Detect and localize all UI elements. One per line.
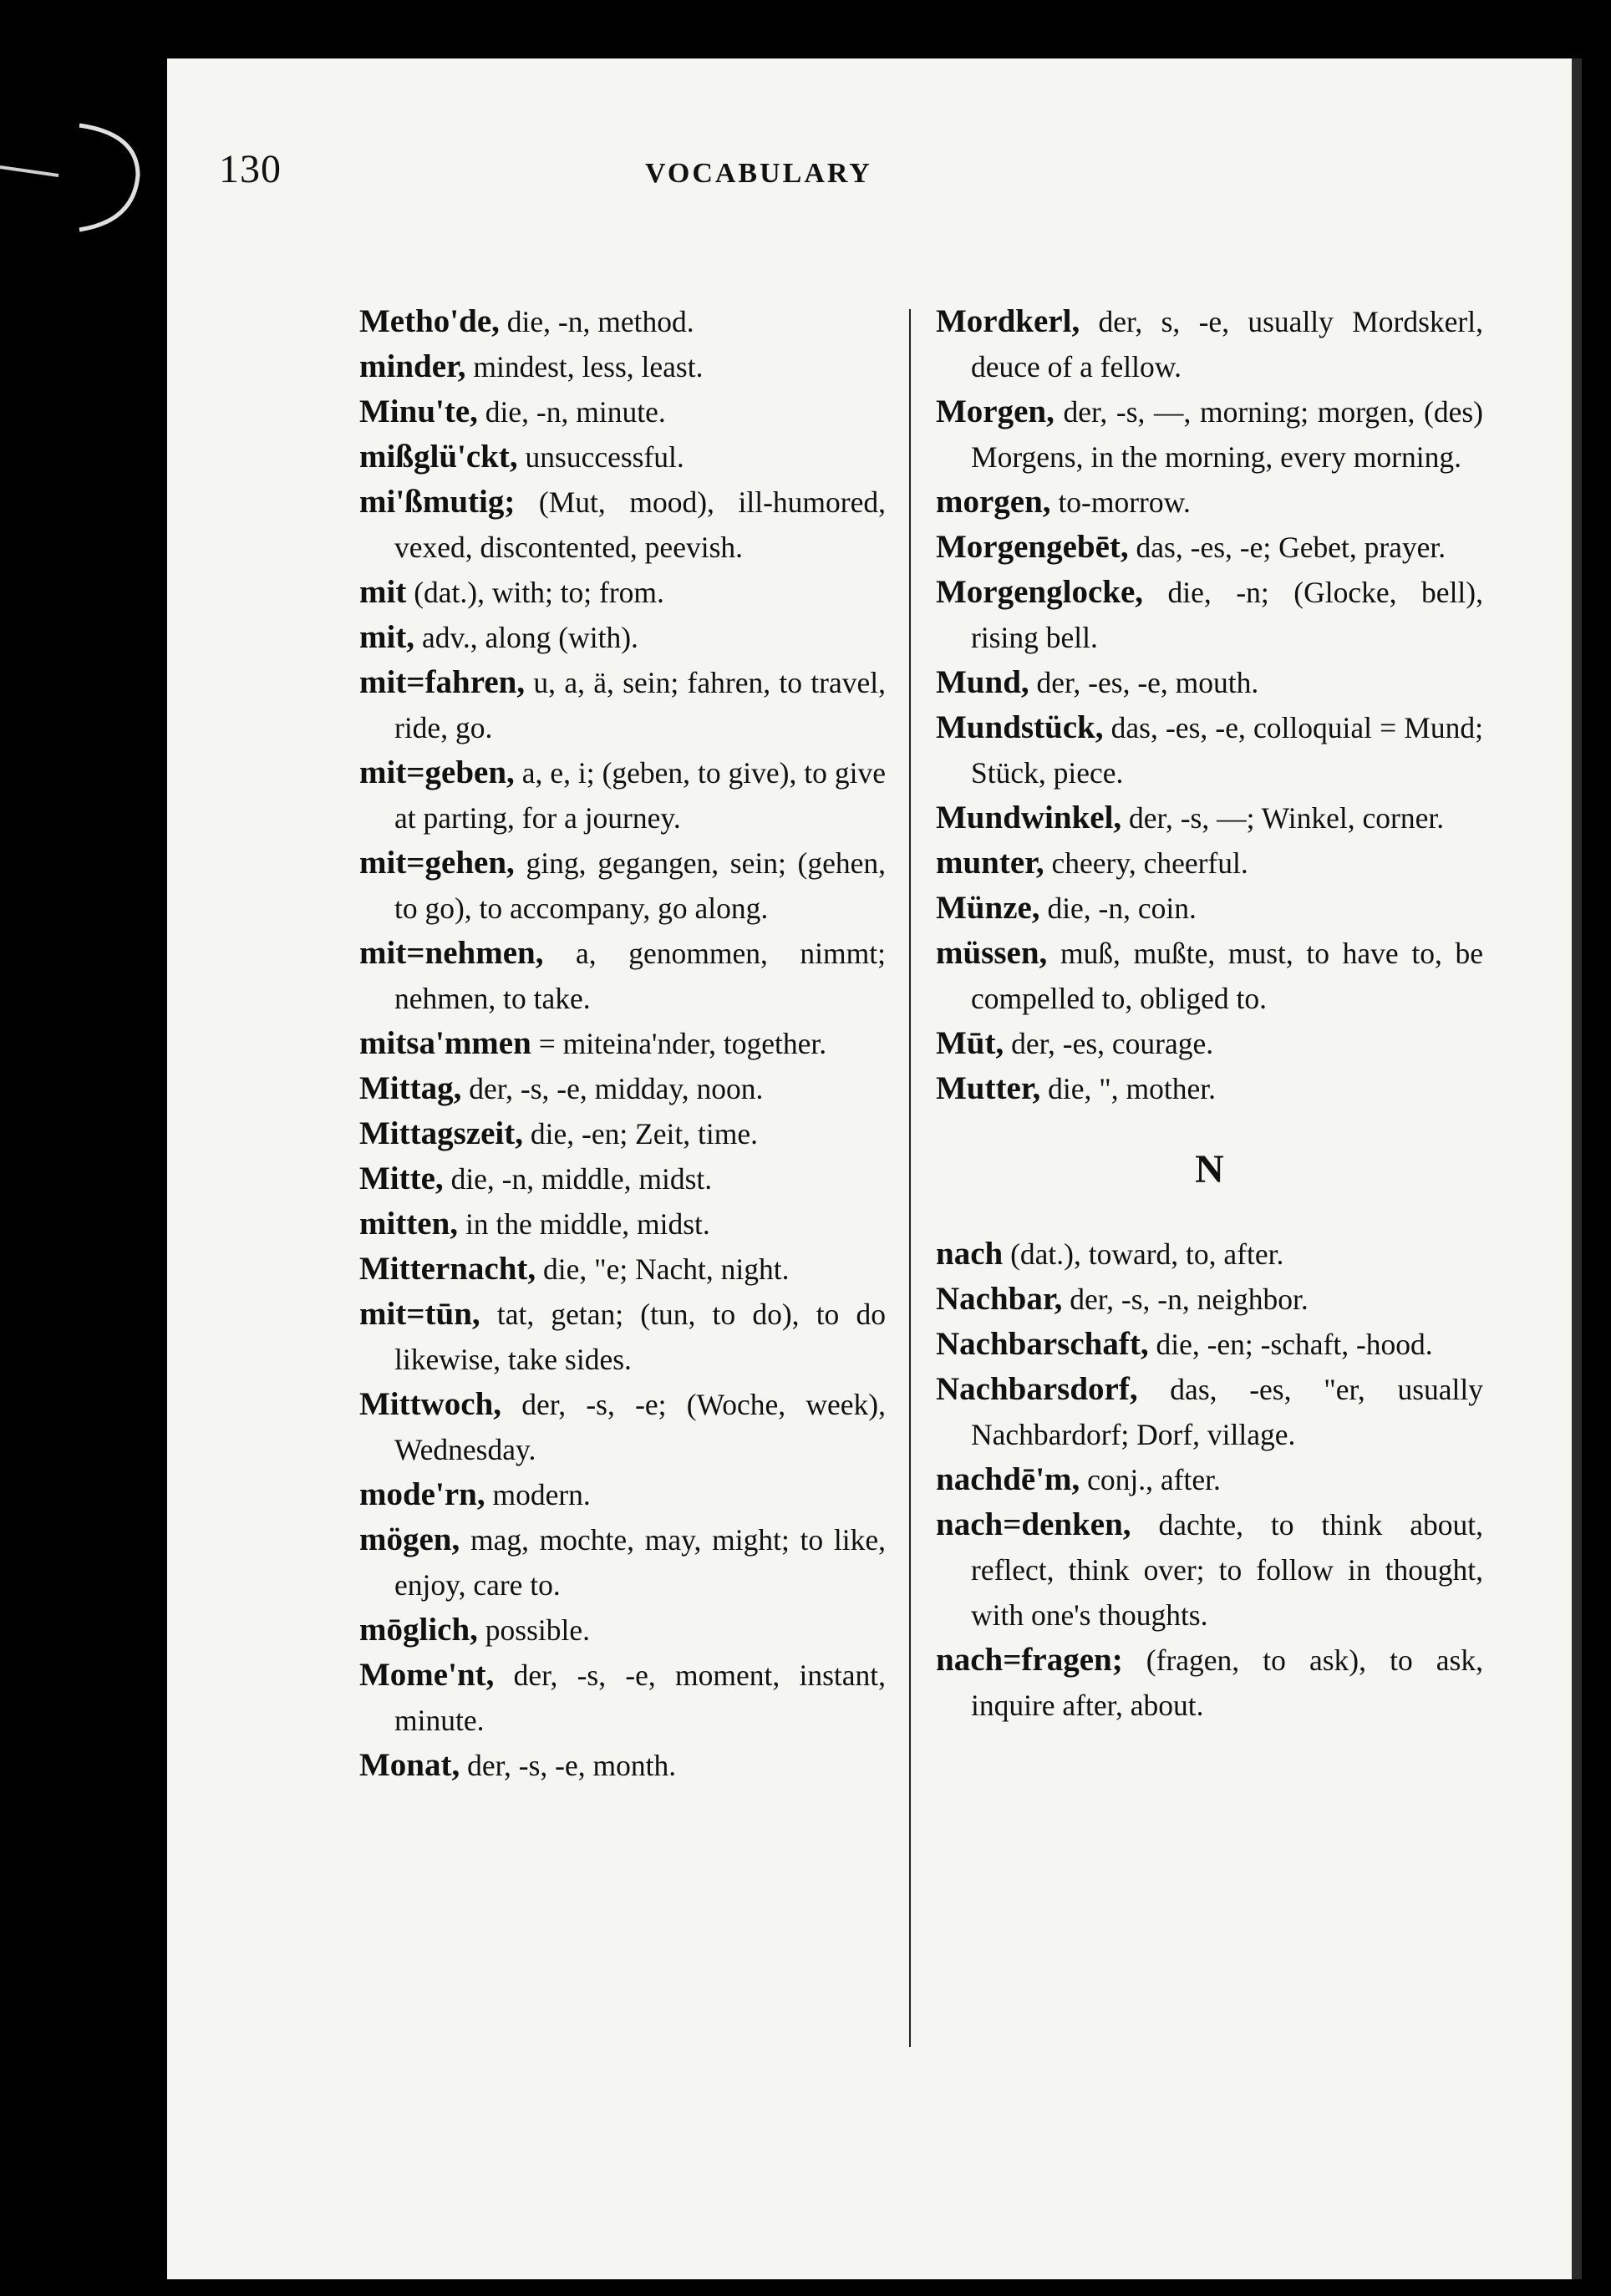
entry-definition: unsuccessful. xyxy=(517,440,684,474)
entry-headword: mit=geben, xyxy=(359,754,515,790)
entry-definition: u, a, ä, sein; fahren, to travel, ride, go. xyxy=(394,666,886,744)
vocabulary-entry xyxy=(936,660,1483,705)
entry-definition: die, -n, minute. xyxy=(477,395,666,429)
vocabulary-entry xyxy=(936,886,1483,931)
entry-definition: die, -n, method. xyxy=(499,305,694,338)
right-column xyxy=(936,299,1483,1728)
right-column-n-entries xyxy=(936,1232,1483,1728)
vocabulary-entry xyxy=(359,344,886,389)
entry-definition: = miteina'nder, together. xyxy=(531,1027,827,1060)
vocabulary-entry xyxy=(936,1502,1483,1638)
vocabulary-entry xyxy=(359,1608,886,1653)
entry-headword: Nachbar, xyxy=(936,1281,1063,1317)
entry-definition: die, -en; Zeit, time. xyxy=(523,1117,758,1151)
vocabulary-entry xyxy=(936,299,1483,389)
left-column xyxy=(359,299,886,1788)
entry-headword: nach=fragen; xyxy=(936,1642,1123,1678)
entry-definition: der, -es, courage. xyxy=(1004,1027,1214,1060)
entry-definition: der, -s, —, morning; morgen, (des) Morgens, in the morning, every morning. xyxy=(971,395,1483,474)
vocabulary-entry xyxy=(359,1517,886,1608)
entry-definition: der, -s, -e, moment, instant, minute. xyxy=(394,1659,886,1737)
vocabulary-entry xyxy=(359,1382,886,1472)
entry-headword: mißglü'ckt, xyxy=(359,439,518,475)
vocabulary-entry xyxy=(359,570,886,615)
entry-definition: die, -n, coin. xyxy=(1039,891,1197,925)
entry-definition: to-morrow. xyxy=(1050,485,1191,519)
entry-headword: Mittwoch, xyxy=(359,1386,502,1422)
entry-definition: a, genommen, nimmt; nehmen, to take. xyxy=(394,937,886,1015)
entry-definition: die, -n; (Glocke, bell), rising bell. xyxy=(971,576,1483,654)
entry-headword: Nachbarsdorf, xyxy=(936,1371,1138,1407)
vocabulary-entry xyxy=(936,705,1483,795)
vocabulary-entry xyxy=(936,480,1483,525)
entry-headword: mode'rn, xyxy=(359,1476,485,1512)
entry-definition: der, -es, -e, mouth. xyxy=(1029,666,1259,699)
entry-headword: mit, xyxy=(359,619,415,655)
vocabulary-entry xyxy=(359,1472,886,1517)
entry-headword: mit xyxy=(359,574,407,610)
entry-definition: possible. xyxy=(477,1613,591,1647)
entry-headword: Münze, xyxy=(936,890,1040,926)
entry-headword: Metho'de, xyxy=(359,303,500,339)
entry-definition: der, -s, -e, month. xyxy=(460,1749,677,1782)
entry-headword: Mome'nt, xyxy=(359,1657,495,1693)
entry-headword: Mitternacht, xyxy=(359,1251,536,1287)
vocabulary-entry xyxy=(936,1021,1483,1066)
entry-definition: (Mut, mood), ill-humored, vexed, discontented, peevish. xyxy=(394,485,886,564)
entry-definition: modern. xyxy=(485,1478,591,1511)
vocabulary-entry xyxy=(936,570,1483,660)
vocabulary-entry xyxy=(359,480,886,570)
entry-headword: nach xyxy=(936,1236,1004,1272)
entry-headword: mitsa'mmen xyxy=(359,1025,531,1061)
vocabulary-entry xyxy=(936,389,1483,480)
entry-definition: mag, mochte, may, might; to like, enjoy, care to. xyxy=(394,1523,886,1602)
entry-headword: Mittag, xyxy=(359,1070,462,1106)
entry-headword: mi'ßmutig; xyxy=(359,484,516,520)
entry-definition: tat, getan; (tun, to do), to do likewise, take sides. xyxy=(394,1298,886,1376)
vocabulary-entry xyxy=(359,750,886,841)
entry-headword: Mittagszeit, xyxy=(359,1115,523,1151)
entry-headword: müssen, xyxy=(936,935,1048,971)
entry-definition: der, s, -e, usually Mordskerl, deuce of a fellow. xyxy=(971,305,1483,384)
entry-definition: das, -es, "er, usually Nachbardorf; Dorf, village. xyxy=(971,1373,1483,1451)
entry-definition: ging, gegangen, sein; (gehen, to go), to accompany, go along. xyxy=(394,846,886,925)
entry-headword: Morgengebēt, xyxy=(936,529,1129,565)
entry-definition: das, -es, -e, colloquial = Mund; Stück, piece. xyxy=(971,711,1483,790)
vocabulary-entry xyxy=(936,795,1483,841)
entry-headword: Mūt, xyxy=(936,1025,1004,1061)
vocabulary-entry xyxy=(359,1111,886,1156)
entry-headword: nachdē'm, xyxy=(936,1461,1080,1497)
entry-definition: cheery, cheerful. xyxy=(1044,846,1248,880)
vocabulary-entry xyxy=(936,525,1483,570)
entry-headword: Nachbarschaft, xyxy=(936,1326,1149,1362)
vocabulary-entry xyxy=(359,1156,886,1201)
vocabulary-entry xyxy=(359,931,886,1021)
vocabulary-entry xyxy=(936,1457,1483,1502)
entry-definition: (dat.), with; to; from. xyxy=(406,576,664,609)
running-head: VOCABULARY xyxy=(645,158,872,189)
entry-definition: der, -s, -n, neighbor. xyxy=(1062,1283,1309,1316)
entry-definition: in the middle, midst. xyxy=(458,1207,710,1241)
entry-definition: (fragen, to ask), to ask, inquire after, about. xyxy=(971,1643,1483,1722)
column-divider xyxy=(909,309,911,2047)
vocabulary-entry xyxy=(359,841,886,931)
vocabulary-entry xyxy=(359,1292,886,1382)
entry-headword: Mordkerl, xyxy=(936,303,1080,339)
entry-headword: munter, xyxy=(936,845,1044,881)
vocabulary-entry xyxy=(936,1277,1483,1322)
vocabulary-entry xyxy=(359,1201,886,1247)
vocabulary-entry xyxy=(359,660,886,750)
entry-definition: (dat.), toward, to, after. xyxy=(1003,1237,1284,1271)
vocabulary-entry xyxy=(936,1322,1483,1367)
entry-headword: mit=fahren, xyxy=(359,664,526,700)
entry-definition: a, e, i; (geben, to give), to give at parting, for a journey. xyxy=(394,756,886,835)
entry-headword: mit=nehmen, xyxy=(359,935,544,971)
entry-definition: das, -es, -e; Gebet, prayer. xyxy=(1128,531,1446,564)
vocabulary-entry xyxy=(359,1066,886,1111)
entry-definition: adv., along (with). xyxy=(414,621,638,654)
entry-headword: Mund, xyxy=(936,664,1029,700)
entry-definition: der, -s, -e, midday, noon. xyxy=(461,1072,764,1105)
entry-headword: mögen, xyxy=(359,1521,460,1557)
vocabulary-entry xyxy=(359,1743,886,1788)
vocabulary-entry xyxy=(936,1232,1483,1277)
entry-headword: Monat, xyxy=(359,1747,460,1783)
vocabulary-entry xyxy=(936,931,1483,1021)
entry-definition: mindest, less, least. xyxy=(465,350,704,384)
entry-headword: Mutter, xyxy=(936,1070,1041,1106)
entry-definition: die, "e; Nacht, night. xyxy=(536,1252,790,1286)
vocabulary-entry xyxy=(936,841,1483,886)
vocabulary-entry xyxy=(359,389,886,434)
vocabulary-entry xyxy=(936,1367,1483,1457)
entry-definition: die, ", mother. xyxy=(1040,1072,1216,1105)
right-column-m-entries xyxy=(936,299,1483,1111)
entry-definition: der, -s, —; Winkel, corner. xyxy=(1121,801,1445,835)
entry-definition: die, -n, middle, midst. xyxy=(443,1162,713,1196)
vocabulary-entry xyxy=(359,434,886,480)
entry-headword: Mundwinkel, xyxy=(936,800,1122,836)
entry-headword: Minu'te, xyxy=(359,394,478,429)
entry-definition: dachte, to think about, reflect, think over; to follow in thought, with one's thoughts. xyxy=(971,1508,1483,1632)
section-letter: N xyxy=(1195,1147,1224,1191)
entry-definition: muß, mußte, must, to have to, be compelled to, obliged to. xyxy=(971,937,1483,1015)
vocabulary-entry xyxy=(359,299,886,344)
vocabulary-entry xyxy=(359,1653,886,1743)
vocabulary-entry xyxy=(936,1066,1483,1111)
page-header xyxy=(219,146,1305,213)
page-number: 130 xyxy=(219,147,282,191)
entry-headword: mōglich, xyxy=(359,1612,478,1648)
entry-definition: die, -en; -schaft, -hood. xyxy=(1148,1328,1433,1361)
entry-headword: Morgen, xyxy=(936,394,1055,429)
entry-headword: Morgenglocke, xyxy=(936,574,1144,610)
entry-headword: nach=denken, xyxy=(936,1506,1131,1542)
entry-headword: mit=tūn, xyxy=(359,1296,480,1332)
entry-headword: Mitte, xyxy=(359,1161,444,1196)
vocabulary-entry xyxy=(359,1021,886,1066)
film-edge-bracket-mark xyxy=(0,117,142,234)
vocabulary-entry xyxy=(359,615,886,660)
vocabulary-entry xyxy=(936,1638,1483,1728)
entry-headword: mitten, xyxy=(359,1206,459,1242)
entry-definition: conj., after. xyxy=(1080,1463,1221,1496)
entry-headword: minder, xyxy=(359,348,466,384)
entry-definition: der, -s, -e; (Woche, week), Wednesday. xyxy=(394,1388,886,1466)
vocabulary-entry xyxy=(359,1247,886,1292)
entry-headword: mit=gehen, xyxy=(359,845,515,881)
entry-headword: Mundstück, xyxy=(936,709,1104,745)
entry-headword: morgen, xyxy=(936,484,1051,520)
